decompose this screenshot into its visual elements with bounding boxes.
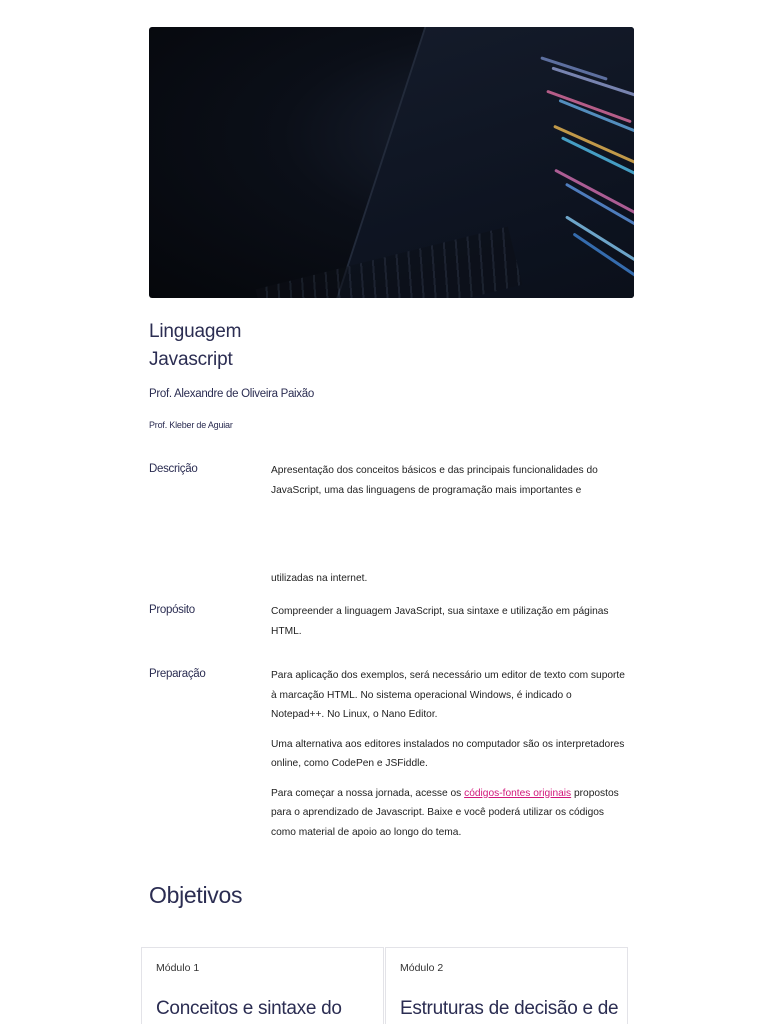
descricao-text-1: Apresentação dos conceitos básicos e das principais funcionalidades do JavaScript, uma das linguagens de programação mais importantes e (271, 465, 598, 496)
preparacao-paragraph-2: Uma alternativa aos editores instalados no computador são os interpretadores online, como CodePen e JSFiddle. (271, 738, 625, 769)
course-title (149, 318, 349, 374)
preparacao-paragraph-1: Para aplicação dos exemplos, será necessário um editor de texto com suporte à marcação HTML. No sistema operacional Windows, é indicado o Notepad++. No Linux, o Nano Editor. (271, 670, 625, 720)
proposito-text (271, 602, 626, 651)
proposito-paragraph: Compreender a linguagem JavaScript, sua sintaxe e utilização em páginas HTML. (271, 606, 609, 637)
preparacao-p3-after: propostos para o aprendizado de Javascript. Baixe e você poderá utilizar os códigos como material de apoio ao longo do tema. (271, 787, 619, 838)
module-title: Conceitos e sintaxe do (156, 998, 342, 1019)
module-title: Estruturas de decisão e de (400, 998, 619, 1019)
preparacao-text (271, 666, 626, 852)
descricao-text-2: utilizadas na internet. (271, 573, 368, 584)
descricao-text-cont (271, 569, 626, 599)
hero-image (149, 27, 634, 298)
course-title-line1: Linguagem (149, 321, 242, 342)
preparacao-paragraph-3 (271, 784, 626, 843)
descricao-label: Descrição (149, 463, 198, 475)
module-label: Módulo 1 (156, 962, 200, 974)
module-card-2[interactable] (385, 947, 628, 1024)
module-label: Módulo 2 (400, 962, 444, 974)
course-title-line2: Javascript (149, 349, 233, 370)
author-main: Prof. Alexandre de Oliveira Paixão (149, 388, 314, 400)
preparacao-label: Preparação (149, 668, 206, 680)
proposito-label: Propósito (149, 604, 195, 616)
codigos-fontes-link[interactable]: códigos-fontes originais (464, 787, 572, 799)
preparacao-p3-before: Para começar a nossa jornada, acesse os (271, 787, 465, 799)
author-second: Prof. Kleber de Aguiar (149, 420, 233, 430)
module-card-1[interactable] (141, 947, 384, 1024)
descricao-text (271, 461, 626, 510)
objetivos-heading: Objetivos (149, 882, 243, 908)
